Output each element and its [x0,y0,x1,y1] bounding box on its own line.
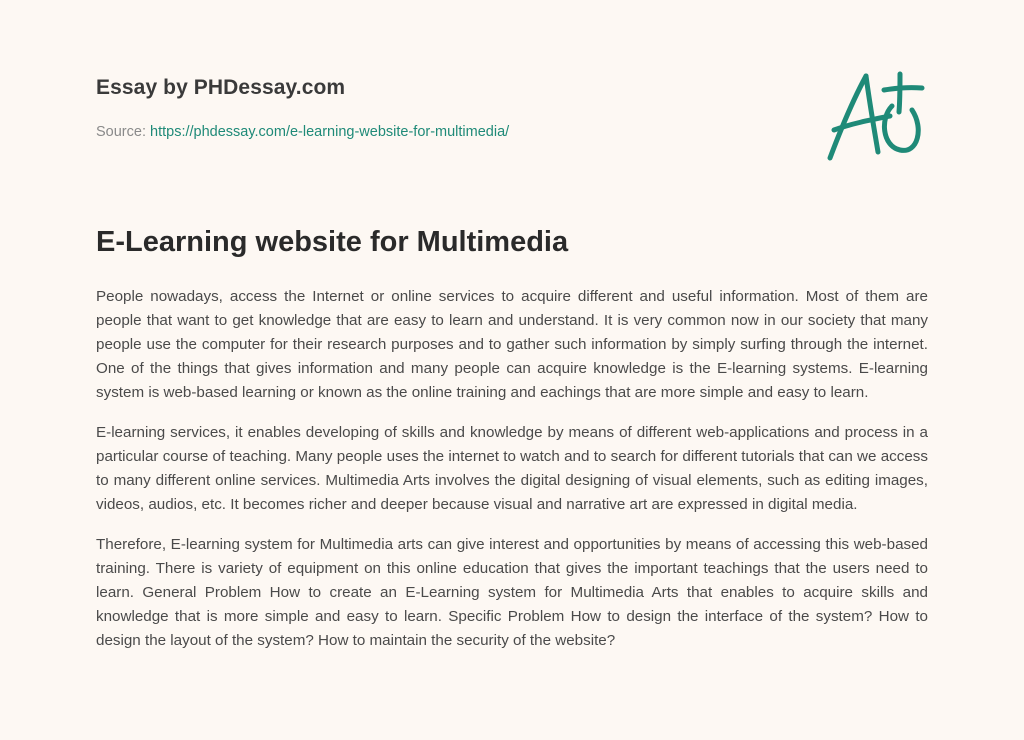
article-title: E-Learning website for Multimedia [96,226,569,258]
article-paragraph: E-learning services, it enables developing of skills and knowledge by means of different web-applications and process in a particular course of teaching. Many people uses the internet to watch and to search for different tutorials that can we access to many different online services. Multimedia Arts involves the digital designing of visual elements, such as editing images, videos, audios, etc. It becomes richer and deeper because visual and narrative art are expressed in digital media. [96,424,928,513]
source-line [96,124,509,140]
article-paragraph: People nowadays, access the Internet or online services to acquire different and useful information. Most of them are people that want to get knowledge that are easy to learn and understand. It is very common now in our society that many people use the computer for their research purposes and to gather such information by simply surfing through the internet. One of the things that gives information and many people can acquire knowledge is the E-learning systems. E-learning system is web-based learning or known as the online training and eachings that are more simple and easy to learn. [96,288,928,401]
a-plus-logo-icon [820,66,930,166]
source-label: Source: [96,124,146,140]
source-link[interactable]: https://phdessay.com/e-learning-website-for-multimedia/ [150,124,510,140]
article-paragraph: Therefore, E-learning system for Multimedia arts can give interest and opportunities by means of accessing this web-based training. There is variety of equipment on this online education that gives the important teachings that the users need to learn. General Problem How to create an E-Learning system for Multimedia Arts that enables to acquire skills and knowledge that is more simple and easy to learn. Specific Problem How to design the interface of the system? How to design the layout of the system? How to maintain the security of the website? [96,536,928,649]
article-body [96,285,928,669]
site-brand: Essay by PHDessay.com [96,76,346,99]
